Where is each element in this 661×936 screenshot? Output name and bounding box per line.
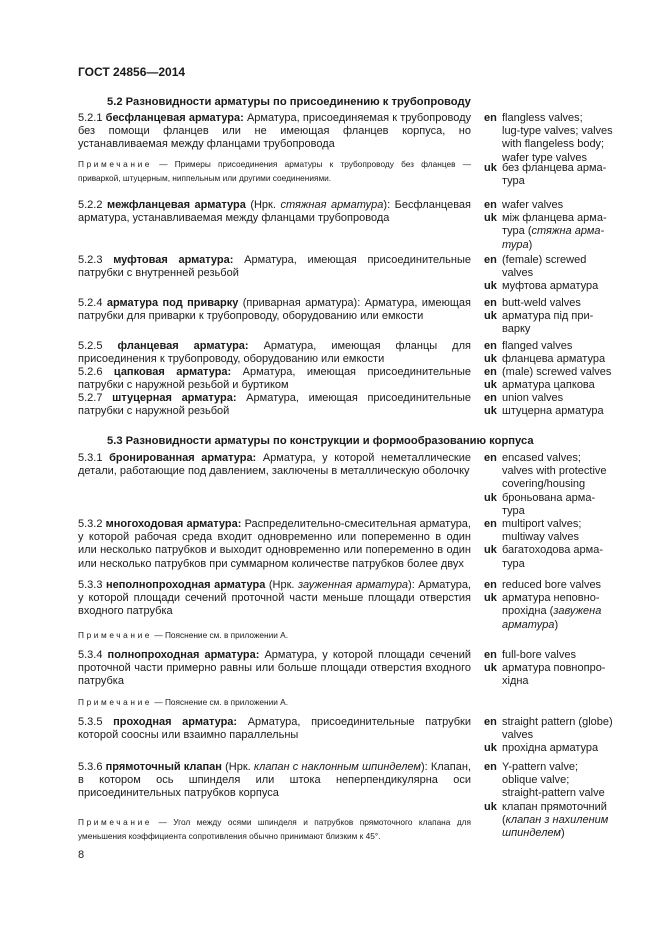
translation-en	[484, 366, 634, 379]
translation-text: арматура неповно- прохідна (завужена арматура)	[502, 592, 602, 631]
document-header: ГОСТ 24856—2014	[78, 65, 186, 79]
text-segment: Арматура, имеющая присоединительные патрубки с внутренней резьбой	[78, 254, 471, 280]
language-code: uk	[484, 405, 497, 418]
term-name: фланцевая арматура:	[117, 340, 249, 352]
text-segment: (Нрк.	[245, 199, 281, 211]
page-number: 8	[78, 849, 85, 861]
deprecated-term: зауженная арматура	[297, 579, 409, 591]
language-code: uk	[484, 280, 497, 293]
term-definition	[78, 392, 471, 418]
text-segment: 5.2.3	[78, 254, 114, 266]
translation-text: арматура під при- варку	[502, 310, 594, 336]
translation-text: union valves	[502, 392, 564, 404]
note-text	[78, 815, 471, 843]
translations	[484, 579, 634, 632]
language-code: en	[484, 649, 497, 661]
translation-text: прохідна арматура	[502, 742, 599, 755]
language-code: uk	[484, 592, 497, 605]
term-definition	[78, 297, 471, 323]
text-segment: 5.2.5	[78, 340, 118, 352]
language-code: en	[484, 452, 497, 464]
translation-text: reduced bore valves	[502, 579, 602, 591]
text-segment: Арматура, имеющая присоединительные патрубки с наружной резьбой и буртиком	[78, 366, 471, 392]
translations	[484, 112, 634, 165]
term-name: полнопроходная арматура:	[107, 649, 260, 661]
term-definition	[78, 518, 471, 571]
translation-en	[484, 112, 634, 165]
language-code: en	[484, 761, 497, 773]
translation-text: encased valves; valves with protective covering/housing	[502, 452, 607, 491]
text-segment: Арматура, у которой неметаллические детали, работающие под давлением, заключены в металлическую оболочку	[78, 452, 471, 478]
term-definition	[78, 340, 471, 366]
term-definition	[78, 452, 471, 478]
term-name: арматура под приварку	[106, 297, 239, 309]
translation-text: броньована арма- тура	[502, 491, 596, 517]
term-name: цапковая арматура:	[113, 366, 232, 378]
text-segment: Распределительно-смесительная арматура, у которой рабочая среда входит одновременно или попеременно в один или несколько патрубков и выходит одновременно или попеременно в один или несколько патрубков при суммарном количестве патрубков более двух	[78, 518, 471, 570]
translation-text: flangless valves; lug-type valves; valves with flangeless body; wafer type valves	[502, 112, 613, 164]
term-definition	[78, 716, 471, 742]
deprecated-term: стяжная арматура	[280, 199, 384, 211]
text-segment: ): Клапан, в котором ось шпинделя или штока неперпендикулярна оси присоединительных патрубков корпуса	[78, 761, 472, 800]
term-name: многоходовая арматура:	[105, 518, 242, 530]
translation-uk	[484, 801, 634, 841]
note-label: Примечание	[78, 159, 153, 169]
text-segment: 5.3.1	[78, 452, 110, 464]
section-heading-5-3: 5.3 Разновидности арматуры по конструкции и формообразованию корпуса	[107, 435, 534, 447]
language-code: en	[484, 579, 497, 591]
text-segment: Арматура, имеющая фланцы для присоединения к трубопроводу, оборудованию или емкости	[78, 340, 471, 366]
note-label: Примечание	[78, 817, 153, 827]
translation-text: multiport valves; multiway valves	[502, 518, 582, 544]
language-code: uk	[484, 491, 497, 504]
note-text	[78, 695, 471, 709]
term-name: проходная арматура:	[113, 716, 238, 728]
language-code: en	[484, 112, 497, 124]
text-segment: Арматура, имеющая присоединительные патрубки с наружной резьбой	[78, 392, 471, 418]
translation-text: (male) screwed valves	[502, 366, 612, 378]
language-code: uk	[484, 800, 497, 813]
translations	[484, 254, 634, 294]
translation-uk	[484, 405, 634, 418]
term-name: штуцерная арматура:	[112, 392, 237, 404]
text-segment: (приварная арматура): Арматура, имеющая патрубки для приварки к трубопроводу, оборудованию или емкости	[78, 297, 471, 323]
text-segment: (Нрк.	[221, 761, 254, 773]
text-segment: — Пояснение см. в приложении А.	[152, 697, 289, 707]
text-segment: 5.3.3	[78, 579, 106, 591]
translation-uk	[484, 379, 634, 392]
term-definition	[78, 112, 471, 152]
text-segment: ): Арматура, у которой площади сечений проточной части меньше площади отверстия входного патрубка	[78, 579, 472, 618]
text-segment: 5.2.6	[78, 366, 114, 378]
language-code: uk	[484, 310, 497, 323]
term-definition	[78, 579, 471, 619]
translations	[484, 452, 634, 518]
language-code: en	[484, 297, 497, 309]
language-code: en	[484, 366, 497, 378]
language-code: uk	[484, 162, 497, 174]
text-segment: 5.2.1	[78, 112, 106, 124]
translation-text: butt-weld valves	[502, 297, 581, 309]
term-definition	[78, 761, 471, 801]
text-segment: Арматура, присоединяемая к трубопроводу без помощи фланцев или не имеющая фланцев корпуса, но устанавливаемая между фланцами трубопровода	[78, 112, 472, 151]
translation-en	[484, 199, 634, 212]
text-segment: 5.3.4	[78, 649, 108, 661]
text-segment: 5.2.4	[78, 297, 107, 309]
language-code: uk	[484, 353, 497, 366]
term-definition	[78, 649, 471, 689]
language-code: uk	[484, 544, 497, 557]
translations	[484, 716, 634, 756]
term-name: бесфланцевая арматура:	[105, 112, 244, 124]
note-label: Примечание	[78, 697, 153, 707]
term-name: прямоточный клапан	[105, 761, 222, 773]
translation-uk	[484, 492, 634, 518]
note-text	[78, 628, 471, 642]
translation-text: фланцева арматура	[502, 353, 606, 366]
text-segment: 5.2.7	[78, 392, 113, 404]
translations	[484, 162, 634, 188]
language-code: uk	[484, 742, 497, 755]
language-code: en	[484, 392, 497, 404]
translation-text: Y-pattern valve; oblique valve; straight-pattern valve	[502, 761, 605, 800]
text-segment: — Пояснение см. в приложении А.	[152, 630, 289, 640]
translation-uk	[484, 592, 634, 632]
note-label: Примечание	[78, 630, 153, 640]
translation-en	[484, 579, 634, 592]
section-heading-5-2: 5.2 Разновидности арматуры по присоединению к трубопроводу	[107, 96, 471, 108]
translation-uk	[484, 310, 634, 336]
language-code: en	[484, 340, 497, 352]
translation-en	[484, 340, 634, 353]
translation-en	[484, 761, 634, 801]
term-name: муфтовая арматура:	[113, 254, 234, 266]
text-segment: Арматура, присоединительные патрубки которой соосны или взаимно параллельны	[78, 716, 471, 742]
translations	[484, 649, 634, 689]
translation-text: wafer valves	[502, 199, 564, 211]
translation-text: муфтова арматура	[502, 280, 599, 293]
translation-text: клапан прямоточний (клапан з нахиленим шпинделем)	[502, 800, 609, 840]
term-definition	[78, 199, 471, 225]
translations	[484, 392, 634, 418]
translations	[484, 518, 634, 571]
translation-uk	[484, 212, 634, 252]
text-segment: 5.2.2	[78, 199, 107, 211]
text-segment: ): Бесфланцевая арматура, устанавливаемая между фланцами трубопровода	[78, 199, 471, 225]
translation-text: арматура цапкова	[502, 379, 595, 392]
term-definition	[78, 366, 471, 392]
translation-uk	[484, 662, 634, 688]
translation-text: штуцерна арматура	[502, 405, 604, 418]
language-code: uk	[484, 662, 497, 675]
translation-text: (female) screwed valves	[502, 254, 587, 280]
translation-uk	[484, 544, 634, 570]
translation-en	[484, 392, 634, 405]
note-text	[78, 157, 471, 185]
text-segment: 5.3.5	[78, 716, 114, 728]
translation-uk	[484, 353, 634, 366]
translation-en	[484, 297, 634, 310]
text-segment: — Угол между осями шпинделя и патрубков прямоточного клапана для уменьшения коэффициента сопротивления обычно принимают близким к 45°.	[78, 817, 471, 841]
text-segment: 5.3.2	[78, 518, 106, 530]
translation-uk	[484, 162, 634, 188]
translation-en	[484, 452, 634, 492]
translations	[484, 199, 634, 252]
translation-en	[484, 518, 634, 544]
translation-text: між фланцева арма- тура (стяжна арма- тура)	[502, 212, 607, 251]
translation-en	[484, 649, 634, 662]
term-definition	[78, 254, 471, 280]
language-code: en	[484, 254, 497, 266]
translation-text: арматура повнопро- хідна	[502, 662, 606, 688]
language-code: en	[484, 199, 497, 211]
translation-text: straight pattern (globe) valves	[502, 716, 613, 742]
translations	[484, 761, 634, 840]
translation-en	[484, 254, 634, 280]
language-code: en	[484, 716, 497, 728]
translations	[484, 297, 634, 337]
translation-text: flanged valves	[502, 340, 573, 352]
translations	[484, 366, 634, 392]
deprecated-term: клапан с наклонным шпинделем	[253, 761, 421, 773]
translation-uk	[484, 742, 634, 755]
text-segment: (Нрк.	[265, 579, 298, 591]
translations	[484, 340, 634, 366]
language-code: en	[484, 518, 497, 530]
translation-text: full-bore valves	[502, 649, 576, 661]
text-segment: — Примеры присоединения арматуры к трубопроводу без фланцев — приваркой, штуцерным, ниппельным или другими соединениями.	[78, 159, 471, 183]
language-code: uk	[484, 212, 497, 225]
translation-en	[484, 716, 634, 742]
language-code: uk	[484, 379, 497, 392]
text-segment: 5.3.6	[78, 761, 106, 773]
translation-text: без фланцева арма- тура	[502, 162, 607, 188]
term-name: межфланцевая арматура	[106, 199, 246, 211]
term-name: бронированная арматура:	[109, 452, 257, 464]
translation-uk	[484, 280, 634, 293]
translation-text: багатоходова арма- тура	[502, 544, 603, 570]
term-name: неполнопроходная арматура	[105, 579, 266, 591]
text-segment: Арматура, у которой площади сечений проточной части примерно равны или больше площади отверстия входного патрубка	[78, 649, 471, 688]
